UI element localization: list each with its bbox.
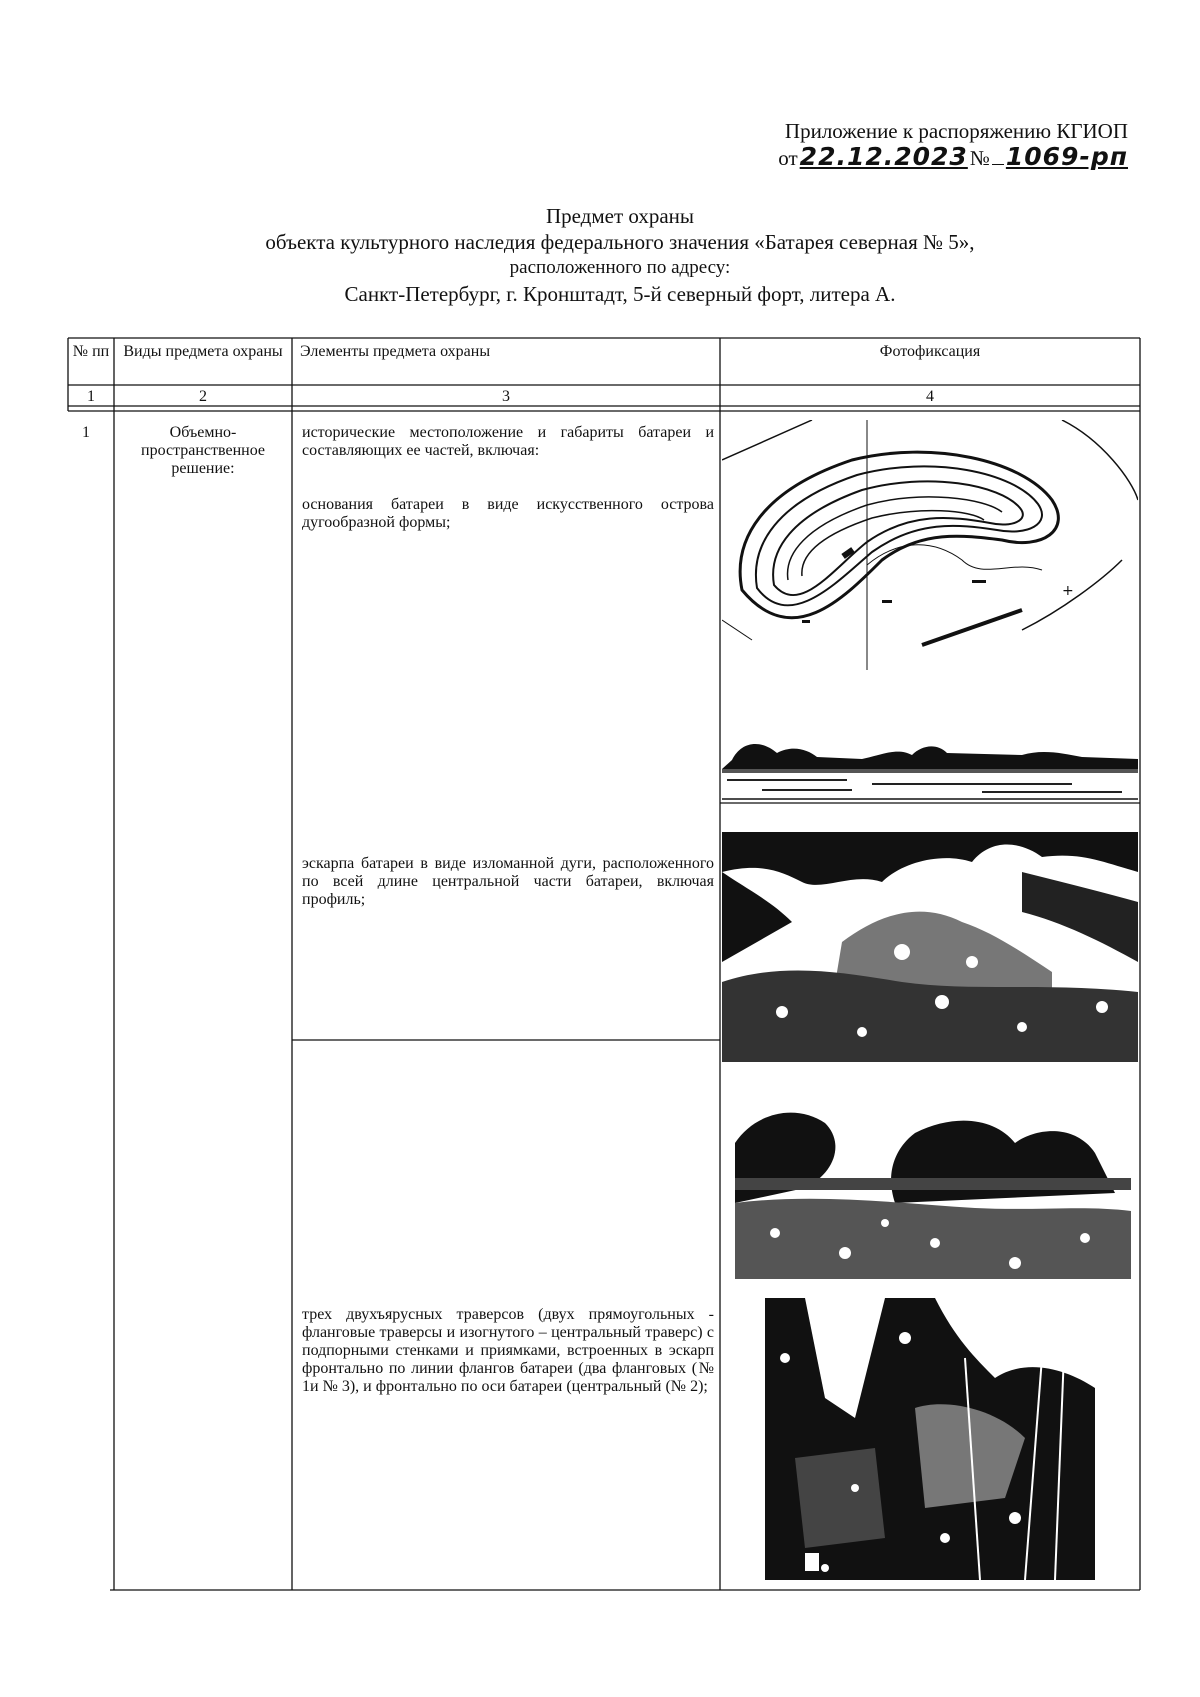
element-text-3: эскарпа батареи в виде изломанной дуги, расположенного по всей длине центральной части батареи, включая профиль; bbox=[302, 855, 714, 908]
shoreline-photo bbox=[722, 735, 1138, 801]
order-number: 1069-рп bbox=[1005, 142, 1128, 171]
element-text-4: трех двухъярусных траверсов (двух прямоугольных - фланговые траверсы и изогнутого – центральный траверс) с подпорными стенками и приямками, встроенных в эскарп фронтально по линии флангов батареи (два фланговых (№ 1и № 3), и фронтально по оси батареи (центральный (№ 2); bbox=[302, 1306, 714, 1395]
header-col3: Элементы предмета охраны bbox=[300, 343, 491, 360]
header-col2: Виды предмета охраны bbox=[123, 343, 283, 360]
colnum-4: 4 bbox=[926, 388, 934, 405]
number-prefix: № bbox=[969, 146, 990, 170]
element-text-2: основания батареи в виде искусственного острова дугообразной формы; bbox=[302, 496, 714, 531]
annex-title: Приложение к распоряжению КГИОП bbox=[784, 119, 1128, 143]
title-line-1: Предмет охраны bbox=[545, 204, 695, 228]
battery-trees-photo bbox=[735, 1093, 1131, 1279]
order-date: 22.12.2023 bbox=[799, 142, 968, 171]
row-kind: Объемно-пространственное решение: bbox=[141, 424, 265, 477]
header-col4: Фотофиксация bbox=[879, 343, 981, 360]
title-line-3: расположенного по адресу: bbox=[509, 257, 731, 278]
annex-header bbox=[688, 118, 1128, 171]
colnum-2: 2 bbox=[199, 388, 207, 405]
title-line-2: объекта культурного наследия федерального значения «Батарея северная № 5», bbox=[265, 230, 975, 254]
date-prefix: от bbox=[778, 146, 798, 170]
header-col1: № пп bbox=[72, 343, 110, 360]
plan-drawing-image bbox=[722, 420, 1138, 670]
title-line-4: Санкт-Петербург, г. Кронштадт, 5-й северный форт, литера А. bbox=[344, 282, 896, 306]
document-title bbox=[140, 203, 1100, 307]
order-line bbox=[688, 144, 1128, 171]
traverse-photo bbox=[765, 1298, 1095, 1580]
colnum-3: 3 bbox=[502, 388, 510, 405]
row-number: 1 bbox=[82, 424, 90, 441]
colnum-1: 1 bbox=[87, 388, 95, 405]
number-underline bbox=[992, 163, 1004, 165]
svg-text:+: + bbox=[1062, 583, 1074, 599]
element-text-1: исторические местоположение и габариты батареи и составляющих ее частей, включая: bbox=[302, 424, 714, 459]
escarp-photo bbox=[722, 832, 1138, 1062]
